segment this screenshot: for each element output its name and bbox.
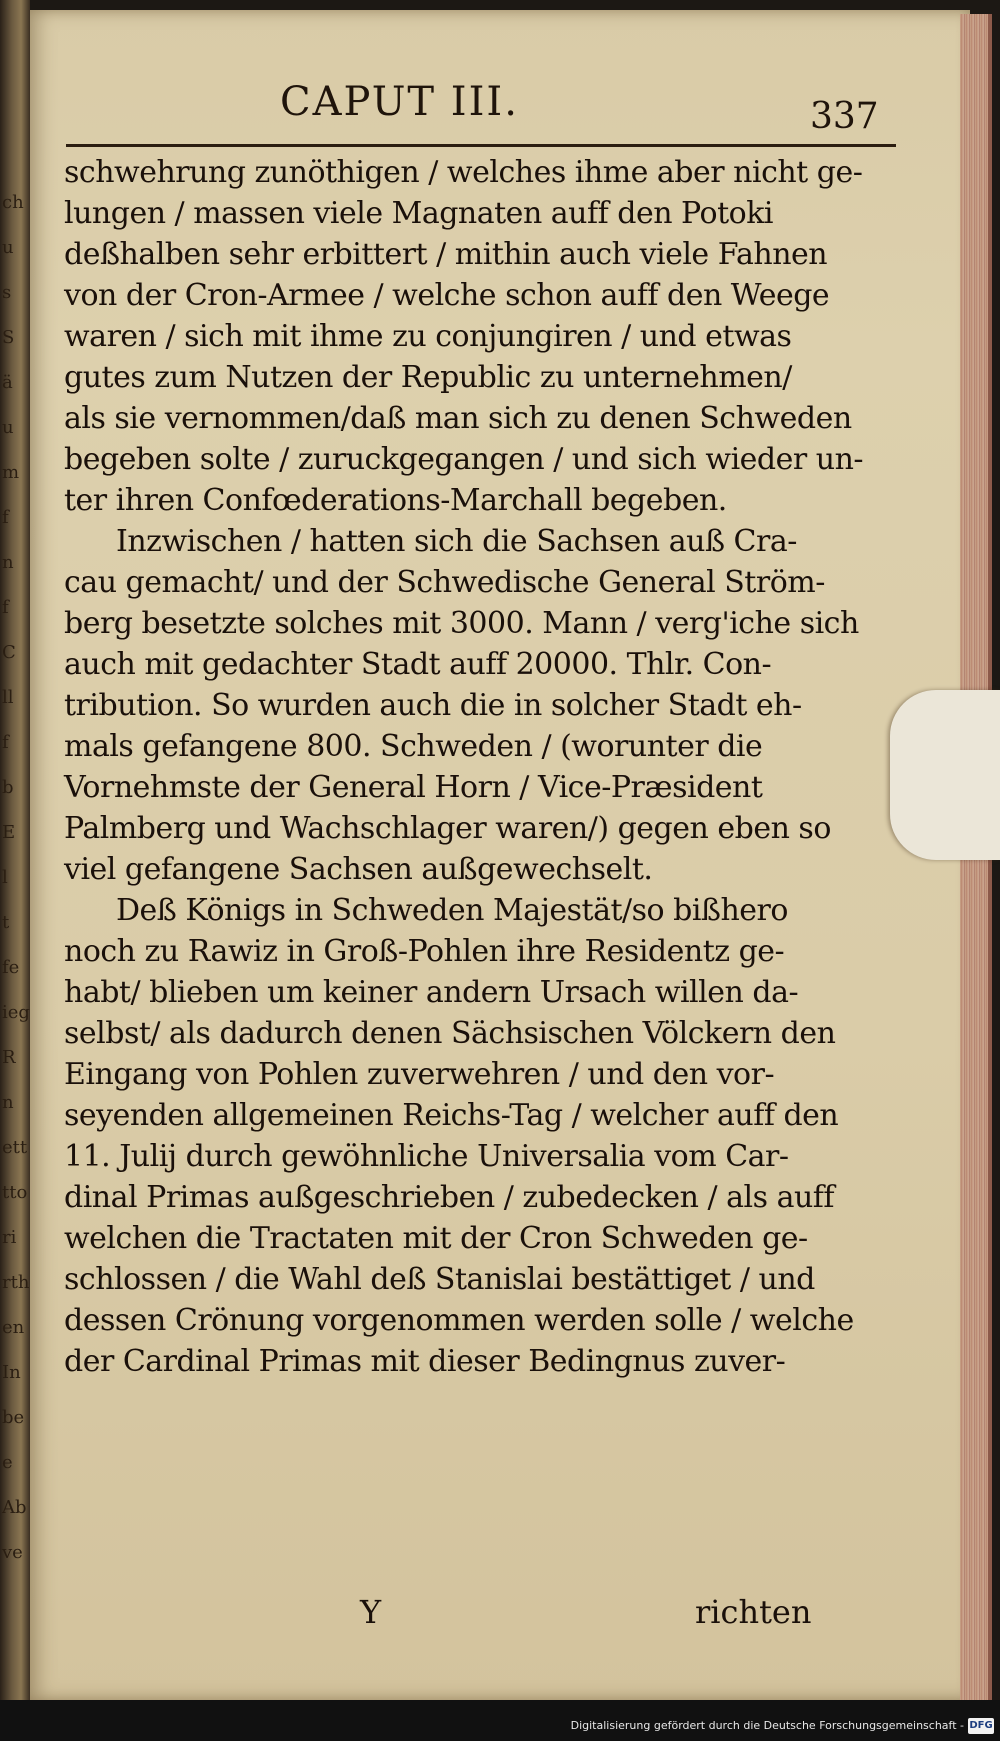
page-number: 337 [810, 96, 879, 137]
text-line: habt/ blieben um keiner andern Ursach willen da- [64, 975, 799, 1010]
facing-page-fragment: be [2, 1407, 25, 1428]
facing-page-fragment: f [2, 732, 9, 753]
text-line: schwehrung zunöthigen / welches ihme aber nicht ge- [64, 155, 863, 190]
text-line: berg besetzte solches mit 3000. Mann / verg'iche sich [64, 606, 859, 641]
text-line: schlossen / die Wahl deß Stanislai bestättiget / und [64, 1262, 815, 1297]
facing-page-fragment: ä [2, 372, 13, 393]
text-line: ter ihren Confœderations-Marchall begeben. [64, 483, 727, 518]
facing-page-fragment: s [2, 282, 12, 303]
text-line: Eingang von Pohlen zuverwehren / und den vor- [64, 1057, 775, 1092]
paper-slip [890, 690, 1000, 860]
text-line: auch mit gedachter Stadt auff 20000. Thlr. Con- [64, 647, 772, 682]
text-line: Inzwischen / hatten sich die Sachsen auß Cra- [116, 524, 797, 559]
text-line: 11. Julij durch gewöhnliche Universalia vom Car- [64, 1139, 789, 1174]
text-line: seyenden allgemeinen Reichs-Tag / welcher auff den [64, 1098, 839, 1133]
book-page [30, 10, 970, 1700]
facing-page-fragment: f [2, 507, 9, 528]
text-line: dinal Primas außgeschrieben / zubedecken / als auff [64, 1180, 834, 1215]
facing-page-fragment: n [2, 552, 14, 573]
text-line: selbst/ als dadurch denen Sächsischen Völckern den [64, 1016, 836, 1051]
facing-page-fragment: m [2, 462, 20, 483]
text-line: Vornehmste der General Horn / Vice-Præsident [64, 770, 763, 805]
facing-page-fragment: rth [2, 1272, 30, 1293]
text-line: von der Cron-Armee / welche schon auff den Weege [64, 278, 830, 313]
text-line: noch zu Rawiz in Groß-Pohlen ihre Residentz ge- [64, 934, 785, 969]
facing-page-fragment: C [2, 642, 16, 663]
body-text [64, 152, 904, 1382]
facing-page-edge [0, 0, 30, 1741]
facing-page-fragment: S [2, 327, 15, 348]
facing-page-fragment: ll [2, 687, 14, 708]
facing-page-fragment: t [2, 912, 10, 933]
facing-page-fragments [2, 180, 30, 1563]
text-line: waren / sich mit ihme zu conjungiren / und etwas [64, 319, 792, 354]
facing-page-fragment: fe [2, 957, 20, 978]
dfg-logo: DFG [968, 1718, 994, 1734]
text-line: tribution. So wurden auch die in solcher Stadt eh- [64, 688, 802, 723]
text-line: Palmberg und Wachschlager waren/) gegen eben so [64, 811, 831, 846]
text-line: lungen / massen viele Magnaten auff den Potoki [64, 196, 773, 231]
facing-page-fragment: tto [2, 1182, 28, 1203]
text-line: der Cardinal Primas mit dieser Bedingnus zuver- [64, 1344, 786, 1379]
facing-page-fragment: u [2, 417, 14, 438]
facing-page-fragment: ve [2, 1542, 23, 1563]
text-line: viel gefangene Sachsen außgewechselt. [64, 852, 653, 887]
facing-page-fragment: ieg [2, 1002, 30, 1023]
signature-mark: Y [360, 1593, 382, 1631]
header-rule [66, 144, 896, 147]
catchword: richten [695, 1593, 812, 1631]
facing-page-fragment: f [2, 597, 9, 618]
text-line: mals gefangene 800. Schweden / (worunter die [64, 729, 763, 764]
facing-page-fragment: n [2, 1092, 14, 1113]
facing-page-fragment: ri [2, 1227, 17, 1248]
facing-page-fragment: l [2, 867, 8, 888]
text-line: deßhalben sehr erbittert / mithin auch viele Fahnen [64, 237, 828, 272]
text-line: welchen die Tractaten mit der Cron Schweden ge- [64, 1221, 808, 1256]
text-line: gutes zum Nutzen der Republic zu unternehmen/ [64, 360, 792, 395]
facing-page-fragment: b [2, 777, 14, 798]
text-line: cau gemacht/ und der Schwedische General Ström- [64, 565, 825, 600]
facing-page-fragment: u [2, 237, 14, 258]
facing-page-fragment: R [2, 1047, 16, 1068]
facing-page-fragment: E [2, 822, 16, 843]
facing-page-fragment: ett [2, 1137, 28, 1158]
facing-page-fragment: Ab [2, 1497, 27, 1518]
text-line: dessen Crönung vorgenommen werden solle / welche [64, 1303, 854, 1338]
facing-page-fragment: ch [2, 192, 24, 213]
facing-page-fragment: In [2, 1362, 21, 1383]
text-line: begeben solte / zuruckgegangen / und sich wieder un- [64, 442, 864, 477]
running-head: CAPUT III. [280, 79, 519, 125]
digitization-credit: Digitalisierung gefördert durch die Deutsche Forschungsgemeinschaft - [570, 1719, 964, 1732]
text-line: Deß Königs in Schweden Majestät/so bißhero [116, 893, 788, 928]
facing-page-fragment: en [2, 1317, 25, 1338]
text-line: als sie vernommen/daß man sich zu denen Schweden [64, 401, 852, 436]
facing-page-fragment: e [2, 1452, 13, 1473]
